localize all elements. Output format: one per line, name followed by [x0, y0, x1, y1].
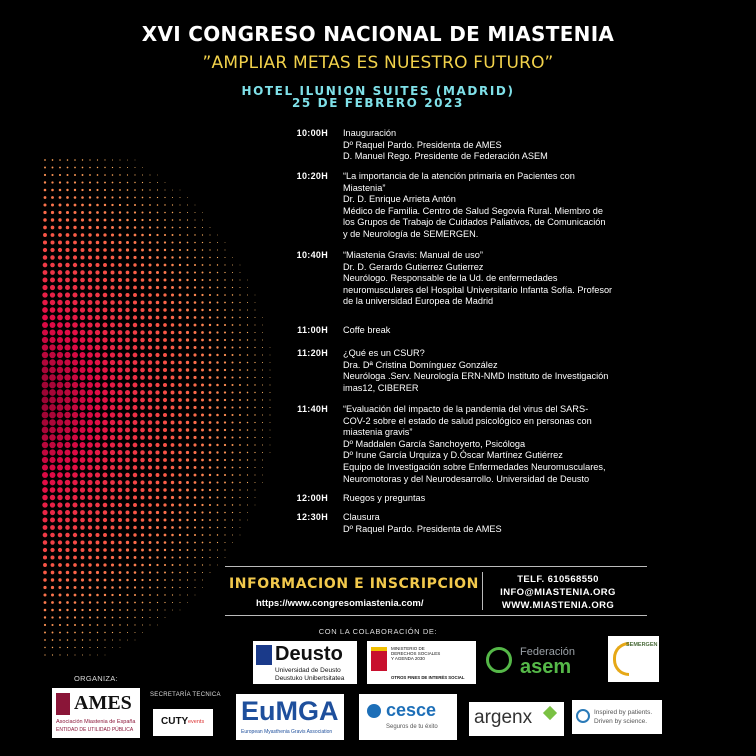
program-time: 10:40H — [296, 250, 328, 260]
program-line: de la universidad Europea de Madrid — [343, 296, 494, 307]
program-description — [343, 325, 673, 337]
program-line: Médico de Familia. Centro de Salud Segovia Rural. Miembro de — [343, 205, 603, 216]
congress-title: XVI CONGRESO NACIONAL DE MIASTENIA — [141, 22, 615, 46]
program-line: Coffe break — [343, 325, 391, 335]
program-description — [343, 512, 673, 535]
program-line: D. Manuel Rego. Presidente de Federación ASEM — [343, 151, 548, 162]
ucb-logo — [572, 700, 662, 734]
program-line: miastenia gravis” — [343, 427, 413, 438]
program-line: Inauguración — [343, 128, 397, 138]
deusto-emblem — [256, 645, 272, 665]
congress-subtitle: ”AMPLIAR METAS ES NUESTRO FUTURO” — [202, 53, 554, 73]
program-time: 10:00H — [296, 128, 328, 138]
cuty-logo — [153, 709, 213, 736]
asem-logo — [484, 641, 600, 684]
ucb-line1: Inspired by patients. — [594, 709, 653, 716]
program-description — [343, 493, 673, 505]
program-line: y de Neurología de SEMERGEN. — [343, 228, 479, 239]
colaboracion-label: CON LA COLABORACIÓN DE: — [318, 627, 438, 636]
divider-vertical — [482, 572, 483, 610]
ames-logo — [52, 688, 140, 738]
cesce-icon — [367, 704, 381, 718]
program-line: neuromusculares del Hospital Universitario Infanta Sofía. Profesor — [343, 284, 613, 295]
program-line: Dº Raquel Pardo. Presidenta de AMES — [343, 139, 502, 150]
email-link[interactable]: INFO@MIASTENIA.ORG — [500, 587, 616, 598]
program-line: Neuromotoras y del Neurodesarrollo. Universidad de Deusto — [343, 473, 590, 484]
deusto-sub1: Universidad de Deusto — [275, 667, 341, 674]
argenx-name: argenx — [474, 707, 533, 728]
program-time: 11:40H — [297, 404, 328, 414]
argenx-logo — [469, 702, 564, 736]
organiza-label: ORGANIZA: — [74, 674, 118, 683]
ministerio-logo — [367, 641, 476, 684]
ames-emblem — [56, 693, 70, 715]
program-time: 11:20H — [297, 348, 328, 358]
divider-top — [225, 566, 647, 567]
ames-name: AMES — [74, 692, 132, 714]
program-time: 12:00H — [296, 493, 328, 503]
divider-bottom — [225, 615, 647, 616]
program-line: Equipo de Investigación sobre Enfermedades Neuromusculares, — [343, 461, 606, 472]
asem-name: asem — [520, 656, 572, 678]
program-line: Dra. Dª Cristina Domínguez González — [343, 359, 498, 370]
program-line: Dº Raquel Pardo. Presidenta de AMES — [343, 523, 502, 534]
program-time: 10:20H — [296, 171, 328, 181]
eumga-sub: European Myasthenia Gravis Association — [241, 729, 333, 735]
deusto-logo — [253, 641, 357, 684]
secretaria-label: SECRETARÍA TECNICA — [150, 692, 221, 698]
deusto-name: Deusto — [275, 643, 343, 665]
program-line: “La importancia de la atención primaria en Pacientes con — [343, 171, 575, 181]
cesce-sub: Seguros de tu éxito — [386, 724, 438, 730]
semergen-logo — [608, 636, 659, 682]
program-line: Miastenia” — [343, 182, 386, 193]
ames-sub2: ENTIDAD DE UTILIDAD PÚBLICA — [56, 727, 134, 733]
program-line: Dº Irune García Urquiza y D.Óscar Martínez Gutiérrez — [343, 450, 563, 461]
cesce-logo — [359, 694, 457, 740]
program-line: Dr. D. Gerardo Gutierrez Gutierrez — [343, 261, 484, 272]
program-description — [343, 348, 673, 394]
phone-number: TELF. 610568550 — [517, 574, 599, 585]
program-line: Dr. D. Enrique Arrieta Antón — [343, 194, 456, 205]
ames-sub1: Asociación Miastenia de España — [56, 719, 136, 725]
venue: HOTEL ILUNION SUITES (MADRID) — [241, 84, 515, 98]
program-description — [343, 171, 673, 241]
program-line: ¿Qué es un CSUR? — [343, 348, 425, 358]
asem-top: Federación — [520, 646, 576, 658]
program-time: 12:30H — [296, 512, 328, 522]
program-line: Ruegos y preguntas — [343, 493, 426, 503]
program-line: Dº Maddalen García Sanchoyerto, Psicóloga — [343, 438, 526, 449]
ucb-line2: Driven by science. — [594, 718, 648, 725]
info-title: INFORMACION E INSCRIPCION — [229, 576, 479, 592]
event-date: 25 DE FEBRERO 2023 — [291, 96, 464, 110]
program-line: imas12, CIBERER — [343, 382, 419, 393]
cuty-name: CUTY — [161, 716, 189, 727]
website-link[interactable]: WWW.MIASTENIA.ORG — [501, 600, 615, 611]
cesce-name: cesce — [386, 700, 437, 720]
program-line: los Grupos de Trabajo de Cuidados Paliativos, de Comunicación — [343, 217, 606, 228]
ucb-icon — [576, 709, 590, 723]
program-line: Neurólogo. Responsable de la Ud. de enfermedades — [343, 273, 558, 284]
spain-shield-icon — [371, 647, 387, 671]
program-description — [343, 404, 673, 485]
asem-emblem-icon — [486, 647, 512, 673]
program-line: Clausura — [343, 512, 380, 522]
eumga-logo — [236, 694, 344, 740]
program-line: COV-2 sobre el estado de salud psicológico en personas con — [343, 415, 592, 426]
program-line: “Evaluación del impacto de la pandemia del virus del SARS- — [343, 404, 589, 414]
program-description — [343, 250, 673, 308]
semergen-name: SEMERGEN — [626, 642, 658, 648]
program-description — [343, 128, 673, 163]
program-line: “Miastenia Gravis: Manual de uso” — [343, 250, 483, 260]
ministerio-sub: OTROS FINES DE INTERÉS SOCIAL — [391, 675, 465, 680]
ministerio-name: MINISTERIO DE DERECHOS SOCIALES Y AGENDA 2030 — [391, 646, 441, 661]
program-line: Neuróloga .Serv. Neurología ERN-NMD Instituto de Investigación — [343, 371, 609, 382]
eumga-name: EuMGA — [241, 696, 339, 726]
argenx-icon — [543, 706, 557, 720]
deusto-sub2: Deustuko Unibertsitatea — [275, 675, 345, 682]
cuty-sub: events — [188, 719, 205, 725]
registration-link[interactable]: https://www.congresomiastenia.com/ — [256, 598, 424, 609]
program-time: 11:00H — [297, 325, 328, 335]
